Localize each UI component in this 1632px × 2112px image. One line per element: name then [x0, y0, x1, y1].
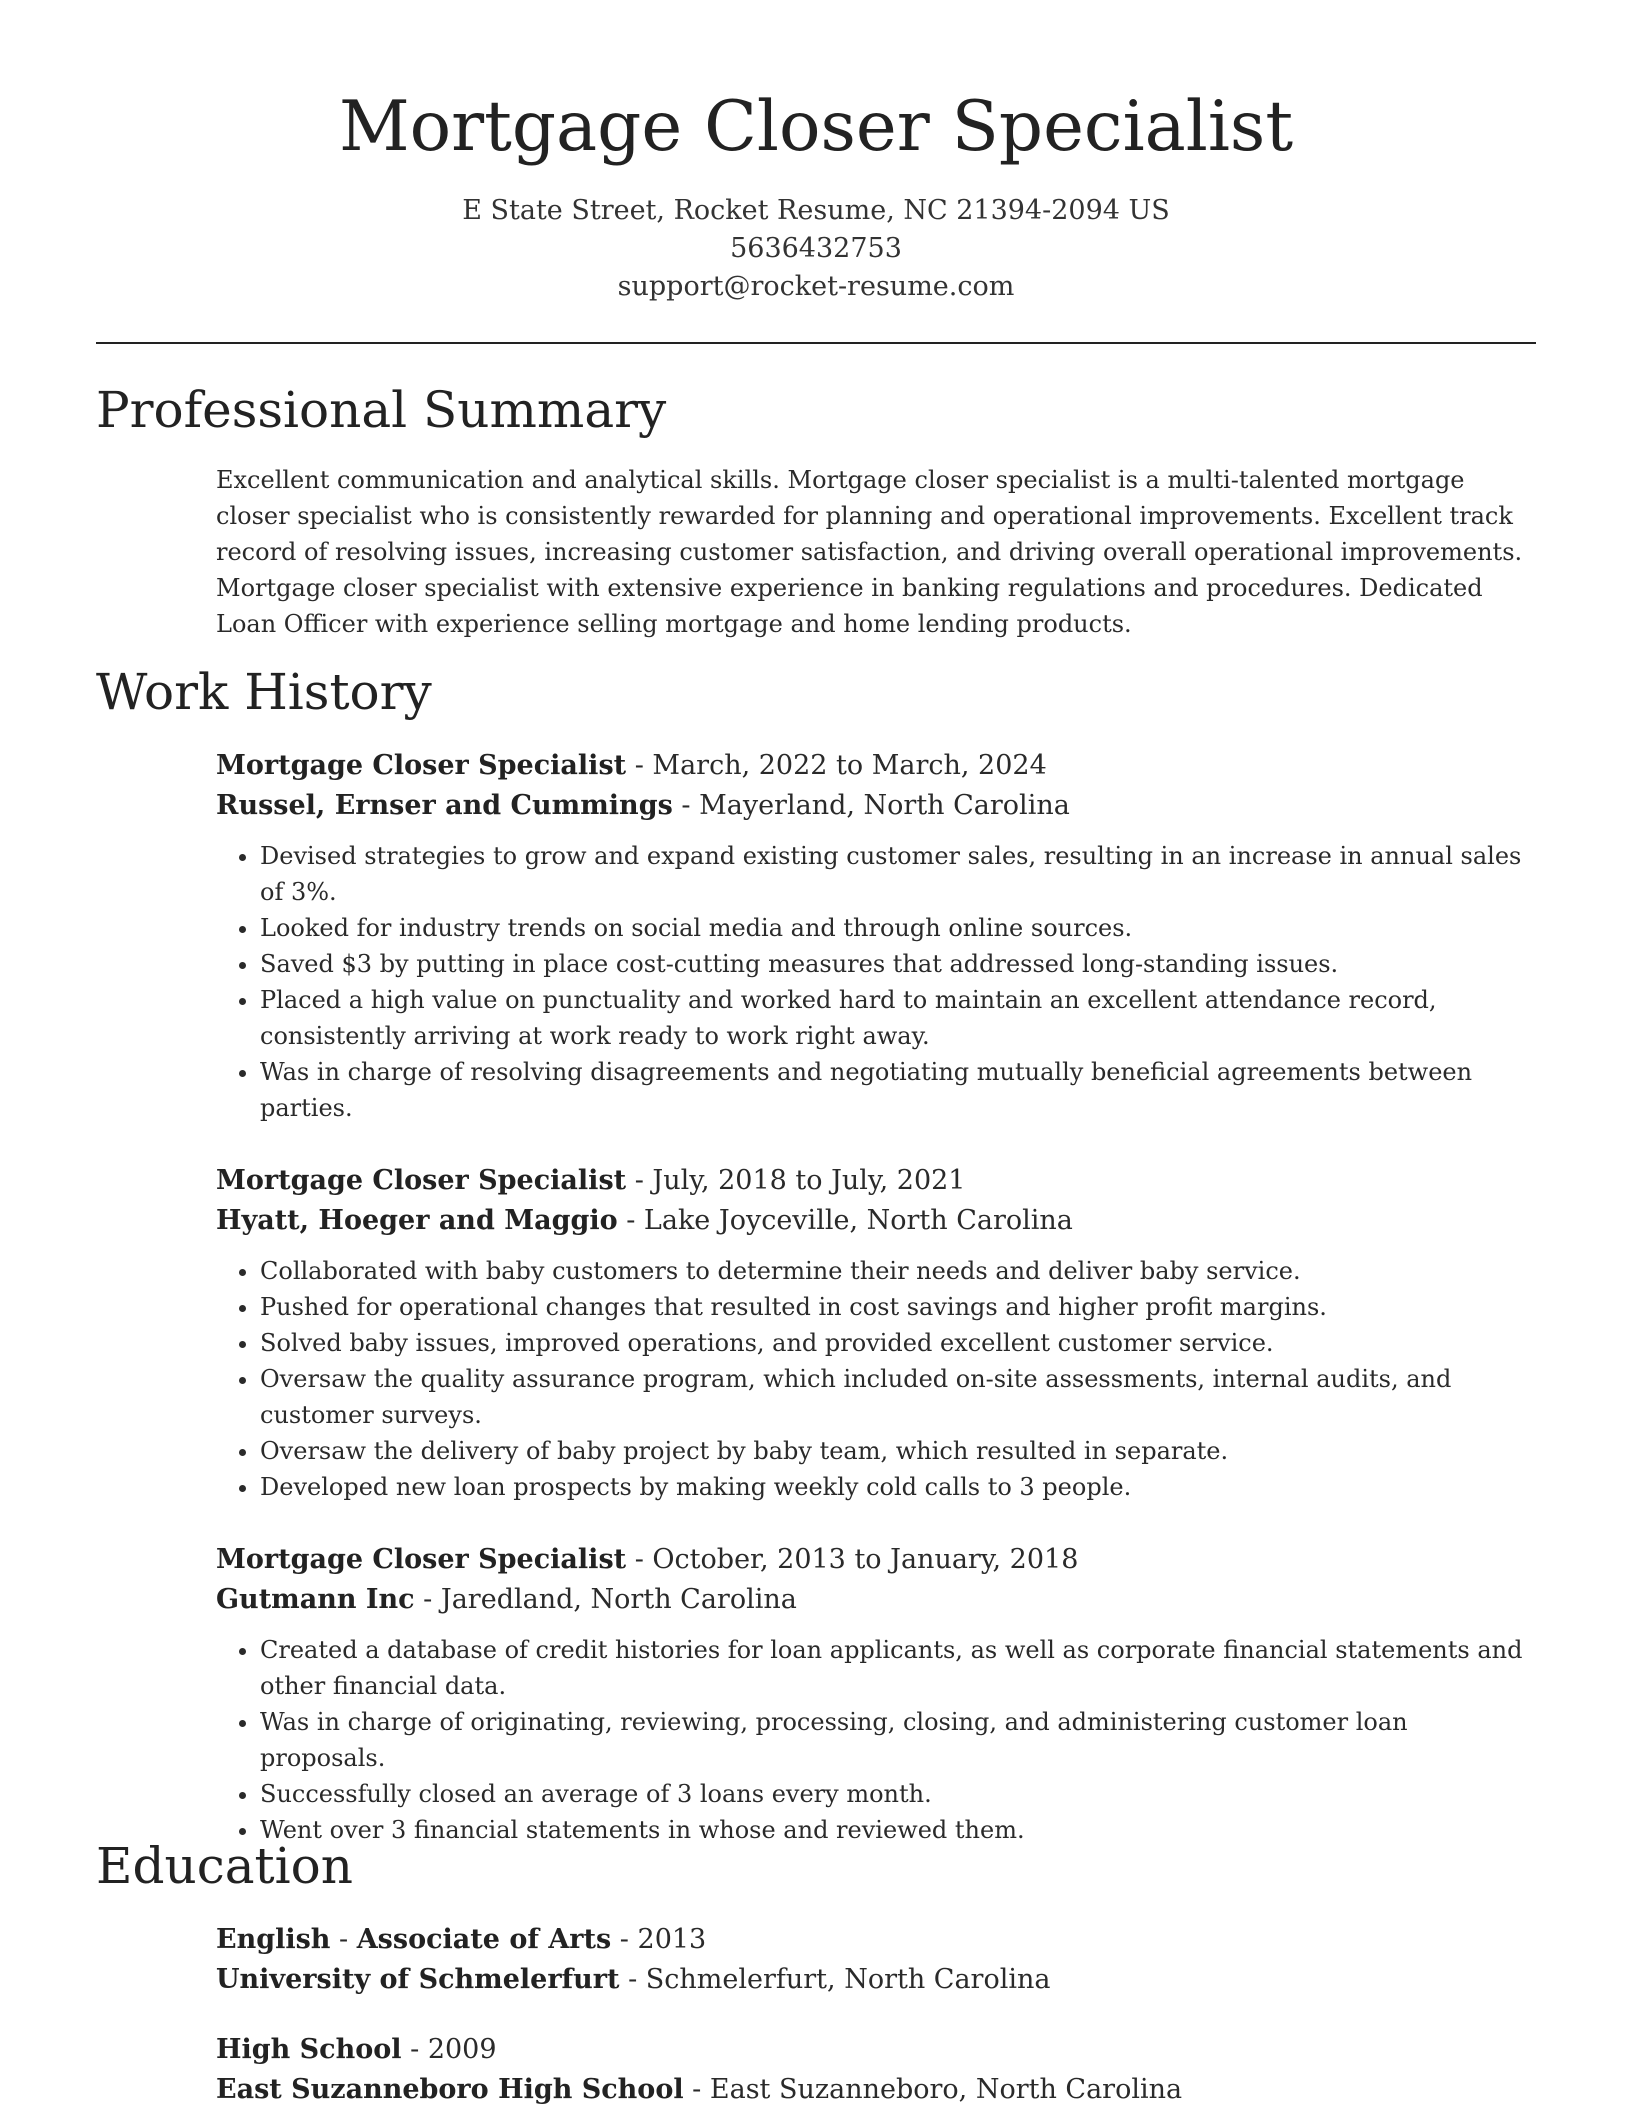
job-role: Mortgage Closer Specialist: [216, 1165, 627, 1196]
candidate-name: Mortgage Closer Specialist: [338, 87, 1294, 167]
education-entry: [216, 2030, 1538, 2110]
education-year: 2009: [427, 2034, 497, 2065]
job-title-line: [216, 1161, 1538, 1201]
education-school: East Suzanneboro High School: [216, 2074, 684, 2105]
job-dates: July, 2018 to July, 2021: [652, 1165, 966, 1196]
job-company: Gutmann Inc: [216, 1584, 415, 1615]
contact-info: [96, 192, 1536, 306]
separator: -: [401, 2034, 428, 2065]
list-item: • Developed new loan prospects by making weekly cold calls to 3 people.: [260, 1469, 1538, 1505]
list-item: • Was in charge of originating, reviewing, processing, closing, and administering customer loan proposals.: [260, 1704, 1538, 1776]
contact-email: support@rocket-resume.com: [617, 271, 1015, 302]
list-item: • Oversaw the quality assurance program, which included on-site assessments, internal audits, and customer surveys.: [260, 1361, 1538, 1433]
contact-address: E State Street, Rocket Resume, NC 21394-2094 US: [462, 195, 1170, 226]
job-role: Mortgage Closer Specialist: [216, 1544, 627, 1575]
job-title-line: [216, 746, 1538, 786]
list-item: • Successfully closed an average of 3 loans every month.: [260, 1776, 1538, 1812]
separator: -: [672, 790, 700, 821]
education-school-line: [216, 1960, 1538, 2000]
education-school: University of Schmelerfurt: [216, 1964, 620, 1995]
section-title-work-history: Work History: [96, 663, 432, 721]
separator: -: [330, 1924, 357, 1955]
job-dates: March, 2022 to March, 2024: [652, 750, 1047, 781]
job-location: Lake Joyceville, North Carolina: [643, 1205, 1073, 1236]
job-location: Jaredland, North Carolina: [440, 1584, 797, 1615]
separator: -: [626, 1544, 653, 1575]
list-item: • Pushed for operational changes that resulted in cost savings and higher profit margins.: [260, 1289, 1538, 1325]
education-degree: Associate of Arts: [356, 1924, 612, 1955]
education-field: High School: [216, 2034, 402, 2065]
separator: -: [683, 2074, 710, 2105]
separator: -: [617, 1205, 644, 1236]
separator: -: [611, 1924, 638, 1955]
list-item: • Solved baby issues, improved operations, and provided excellent customer service.: [260, 1325, 1538, 1361]
list-item: • Went over 3 financial statements in whose and reviewed them.: [260, 1812, 1538, 1848]
job-entry: [216, 746, 1538, 1126]
job-location: Mayerland, North Carolina: [699, 790, 1070, 821]
list-item: • Created a database of credit histories for loan applicants, as well as corporate financial statements and other financial data.: [260, 1632, 1538, 1704]
job-company-line: [216, 786, 1538, 826]
job-company-line: [216, 1580, 1538, 1620]
list-item: • Was in charge of resolving disagreements and negotiating mutually beneficial agreements between parties.: [260, 1054, 1538, 1126]
education-school-line: [216, 2070, 1538, 2110]
job-company: Hyatt, Hoeger and Maggio: [216, 1205, 618, 1236]
separator: -: [414, 1584, 441, 1615]
separator: -: [626, 1165, 653, 1196]
list-item: • Saved $3 by putting in place cost-cutting measures that addressed long-standing issues.: [260, 946, 1538, 982]
job-entry: [216, 1161, 1538, 1505]
education-year: 2013: [637, 1924, 707, 1955]
education-location: Schmelerfurt, North Carolina: [645, 1964, 1051, 1995]
job-title-line: [216, 1540, 1538, 1580]
list-item: • Devised strategies to grow and expand existing customer sales, resulting in an increase in annual sales of 3%.: [260, 838, 1538, 910]
header-divider: [96, 342, 1536, 344]
education-degree-line: [216, 2030, 1538, 2070]
summary-text: Excellent communication and analytical skills. Mortgage closer specialist is a multi-talented mortgage closer specialist who is consistently rewarded for planning and operational improvements. Excellent track record of resolving issues, increasing customer satisfaction, and driving overall operational improvements. Mortgage closer specialist with extensive experience in banking regulations and procedures. Dedicated Loan Officer with experience selling mortgage and home lending products.: [216, 466, 1523, 638]
separator: -: [619, 1964, 646, 1995]
job-role: Mortgage Closer Specialist: [216, 750, 627, 781]
job-dates: October, 2013 to January, 2018: [652, 1544, 1079, 1575]
separator: -: [626, 750, 653, 781]
section-title-education: Education: [96, 1837, 353, 1895]
job-bullets: [216, 1253, 1538, 1505]
job-bullets: [216, 1632, 1538, 1848]
resume-header: [96, 84, 1536, 306]
job-bullets: [216, 838, 1538, 1126]
job-company: Russel, Ernser and Cummings: [216, 790, 673, 821]
list-item: • Looked for industry trends on social media and through online sources.: [260, 910, 1538, 946]
job-company-line: [216, 1201, 1538, 1241]
list-item: • Placed a high value on punctuality and worked hard to maintain an excellent attendance record, consistently arriving at work ready to work right away.: [260, 982, 1538, 1054]
list-item: • Oversaw the delivery of baby project by baby team, which resulted in separate.: [260, 1433, 1538, 1469]
education-degree-line: [216, 1920, 1538, 1960]
job-entry: [216, 1540, 1538, 1848]
list-item: • Collaborated with baby customers to determine their needs and deliver baby service.: [260, 1253, 1538, 1289]
education-entry: [216, 1920, 1538, 2000]
education-field: English: [216, 1924, 331, 1955]
section-title-summary: Professional Summary: [96, 381, 667, 439]
contact-phone: 5636432753: [730, 233, 902, 264]
education-location: East Suzanneboro, North Carolina: [709, 2074, 1183, 2105]
